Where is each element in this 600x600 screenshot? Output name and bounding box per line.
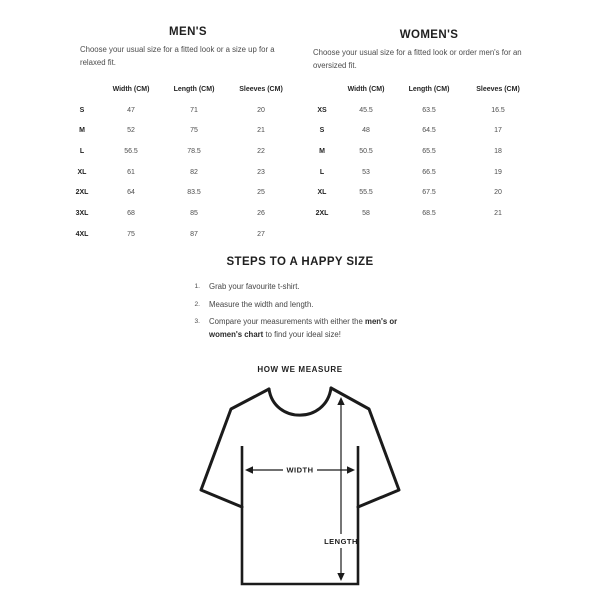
table-header-row [62,78,294,100]
size-value-width: 45.5 [359,106,373,114]
size-value-sleeves: 23 [257,168,265,176]
size-value-length: 71 [190,106,198,114]
size-value-length: 65.5 [422,148,436,156]
size-value-sleeves: 27 [257,230,265,238]
size-label: S [319,127,325,135]
table-row [62,224,294,245]
table-row [62,141,294,162]
size-value-sleeves: 20 [257,106,265,114]
mens-table-body [62,100,294,245]
step-text-part: Grab your favourite t-shirt. [209,282,300,291]
size-label: S [79,106,85,114]
size-value-sleeves: 17 [494,127,502,135]
step-text [209,316,412,341]
table-row [62,162,294,183]
column-header-length: Length (CM) [408,85,450,93]
steps-list [187,281,412,346]
tshirt-left-sleeve [201,389,269,507]
table-row [306,203,532,224]
size-value-length: 85 [190,210,198,218]
womens-description: Choose your usual size for a fitted look or order men's for an oversized fit. [313,48,522,70]
size-value-sleeves: 16.5 [491,106,505,114]
list-item [187,316,412,341]
size-value-length: 64.5 [422,127,436,135]
step-number: 3. [194,318,200,325]
step-text [209,299,412,312]
column-header-sleeves: Sleeves (CM) [476,85,520,93]
measure-section-title: HOW WE MEASURE [257,365,343,374]
size-label: M [319,148,325,156]
size-value-width: 68 [127,210,135,218]
list-item [187,281,412,294]
width-arrow [245,466,355,475]
step-text [209,281,412,294]
list-item [187,299,412,312]
tshirt-diagram [190,384,410,599]
size-value-length: 63.5 [422,106,436,114]
table-row [62,183,294,204]
size-value-length: 68.5 [422,210,436,218]
mens-description: Choose your usual size for a fitted look or a size up for a relaxed fit. [80,45,275,67]
size-value-length: 66.5 [422,168,436,176]
steps-section-title: STEPS TO A HAPPY SIZE [226,256,374,268]
width-label: WIDTH [286,465,314,475]
table-row [62,203,294,224]
size-label: 4XL [75,230,89,238]
length-label: LENGTH [324,537,358,546]
size-value-length: 87 [190,230,198,238]
size-value-width: 64 [127,189,135,197]
size-value-sleeves: 26 [257,210,265,218]
size-value-sleeves: 19 [494,168,502,176]
size-value-width: 47 [127,106,135,114]
step-text-part: to find your ideal size! [263,329,341,339]
size-value-width: 58 [362,210,370,218]
womens-table-body [306,100,532,224]
size-value-sleeves: 20 [494,189,502,197]
size-value-width: 48 [362,127,370,135]
step-text-part: Measure the width and length. [209,299,314,309]
size-label: 2XL [75,189,89,197]
tshirt-neck [269,388,331,415]
size-label: 2XL [315,210,329,218]
table-row [306,121,532,142]
size-label: XS [317,106,327,114]
size-value-length: 83.5 [187,189,201,197]
table-row [62,100,294,121]
size-value-width: 56.5 [124,148,138,156]
size-label: XL [317,189,327,197]
table-header-row [306,78,532,100]
womens-section-title: WOMEN'S [399,29,459,41]
size-value-width: 53 [362,168,370,176]
table-row [306,162,532,183]
mens-section-title: MEN'S [169,26,207,38]
column-header-length: Length (CM) [173,85,215,93]
size-label: L [79,148,85,156]
size-value-sleeves: 21 [494,210,502,218]
size-value-sleeves: 18 [494,148,502,156]
womens-size-table [306,78,532,224]
size-value-sleeves: 25 [257,189,265,197]
column-header-sleeves: Sleeves (CM) [239,85,283,93]
size-value-width: 50.5 [359,148,373,156]
size-label: L [319,168,325,176]
size-value-width: 55.5 [359,189,373,197]
size-value-sleeves: 21 [257,127,265,135]
table-row [62,121,294,142]
size-value-length: 75 [190,127,198,135]
table-row [306,183,532,204]
tshirt-outline-svg [190,384,410,599]
size-value-length: 78.5 [187,148,201,156]
size-value-width: 75 [127,230,135,238]
size-value-sleeves: 22 [257,148,265,156]
step-number: 2. [194,300,200,308]
length-arrow [324,397,358,581]
step-text-part: Compare your measurements with either the [209,317,366,326]
column-header-width: Width (CM) [112,85,150,93]
size-value-width: 61 [127,168,135,176]
mens-size-table [62,78,294,245]
table-row [306,100,532,121]
step-number: 1. [194,283,200,290]
size-label: M [79,127,85,135]
size-value-length: 67.5 [422,189,436,197]
size-value-length: 82 [190,168,198,176]
table-row [306,141,532,162]
step-text-bold: men's or women's chart [209,317,398,339]
size-label: 3XL [75,210,89,218]
column-header-width: Width (CM) [347,85,385,93]
size-value-width: 52 [127,127,135,135]
size-label: XL [77,168,87,176]
